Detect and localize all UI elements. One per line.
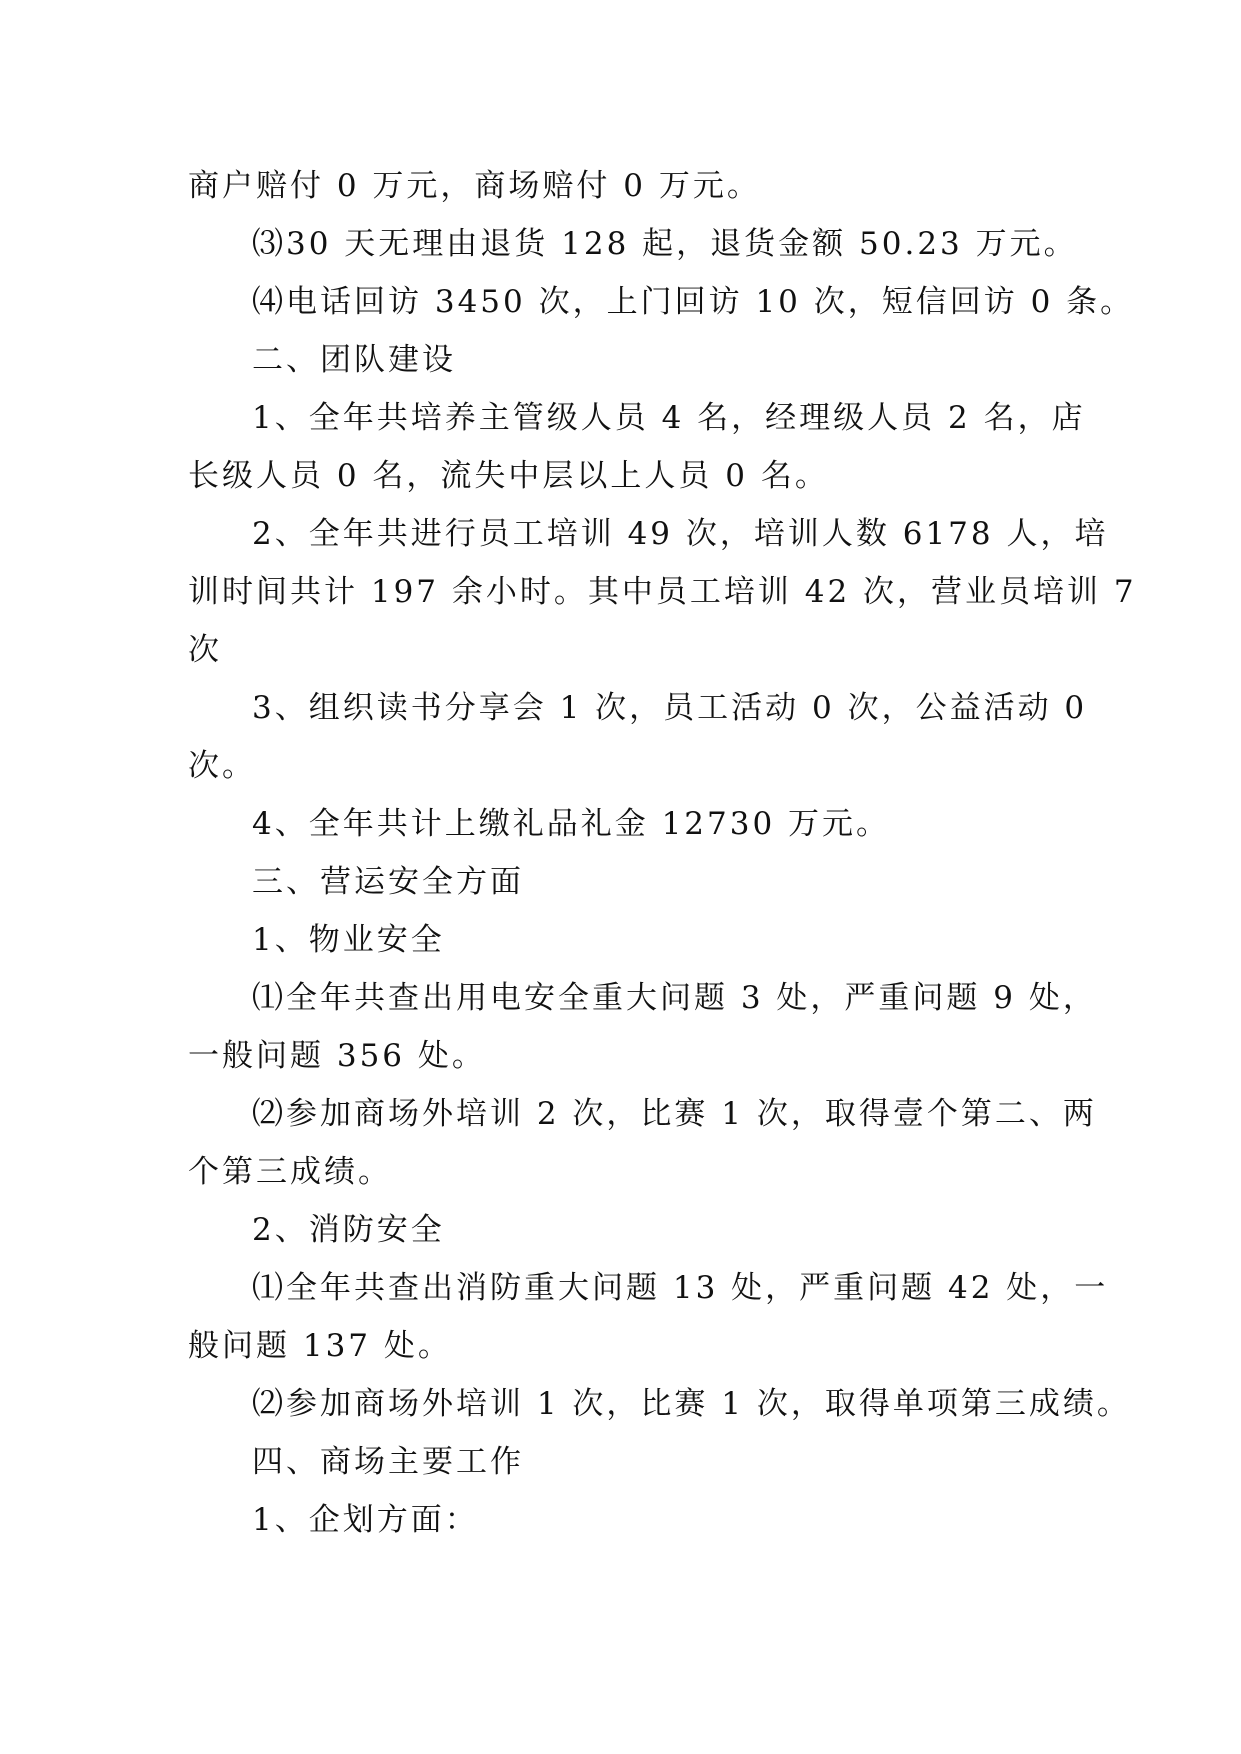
subsection-heading-property-safety: 1、物业安全	[252, 922, 445, 958]
paragraph-line: 次	[188, 632, 222, 668]
paragraph-line: 3、组织读书分享会 1 次，员工活动 0 次，公益活动 0	[252, 690, 1088, 726]
paragraph-line: ⑵参加商场外培训 2 次，比赛 1 次，取得壹个第二、两	[252, 1096, 1097, 1132]
paragraph-line: ⑴全年共查出消防重大问题 13 处，严重问题 42 处，一	[252, 1270, 1109, 1306]
paragraph-line: 4、全年共计上缴礼品礼金 12730 万元。	[252, 806, 891, 842]
section-heading-main-work: 四、商场主要工作	[252, 1444, 524, 1480]
section-heading-team-building: 二、团队建设	[252, 342, 456, 378]
list-item-return-stats: ⑶30 天无理由退货 128 起，退货金额 50.23 万元。	[252, 226, 1078, 262]
paragraph-line: ⑵参加商场外培训 1 次，比赛 1 次，取得单项第三成绩。	[252, 1386, 1131, 1422]
paragraph-line: 个第三成绩。	[188, 1154, 392, 1190]
paragraph-line: 训时间共计 197 余小时。其中员工培训 42 次，营业员培训 7	[188, 574, 1137, 610]
subsection-heading-fire-safety: 2、消防安全	[252, 1212, 445, 1248]
paragraph-line: 般问题 137 处。	[188, 1328, 452, 1364]
paragraph-line: 长级人员 0 名，流失中层以上人员 0 名。	[188, 458, 829, 494]
paragraph-line: 2、全年共进行员工培训 49 次，培训人数 6178 人，培	[252, 516, 1109, 552]
paragraph-line: 一般问题 356 处。	[188, 1038, 486, 1074]
list-item-visit-stats: ⑷电话回访 3450 次，上门回访 10 次，短信回访 0 条。	[252, 284, 1135, 320]
section-heading-operations-safety: 三、营运安全方面	[252, 864, 524, 900]
paragraph-line: 1、全年共培养主管级人员 4 名，经理级人员 2 名，店	[252, 400, 1086, 436]
body-text-line: 商户赔付 0 万元，商场赔付 0 万元。	[188, 168, 761, 204]
paragraph-line: 次。	[188, 748, 256, 784]
subsection-heading-planning: 1、企划方面：	[252, 1502, 479, 1538]
paragraph-line: ⑴全年共查出用电安全重大问题 3 处，严重问题 9 处，	[252, 980, 1097, 1016]
